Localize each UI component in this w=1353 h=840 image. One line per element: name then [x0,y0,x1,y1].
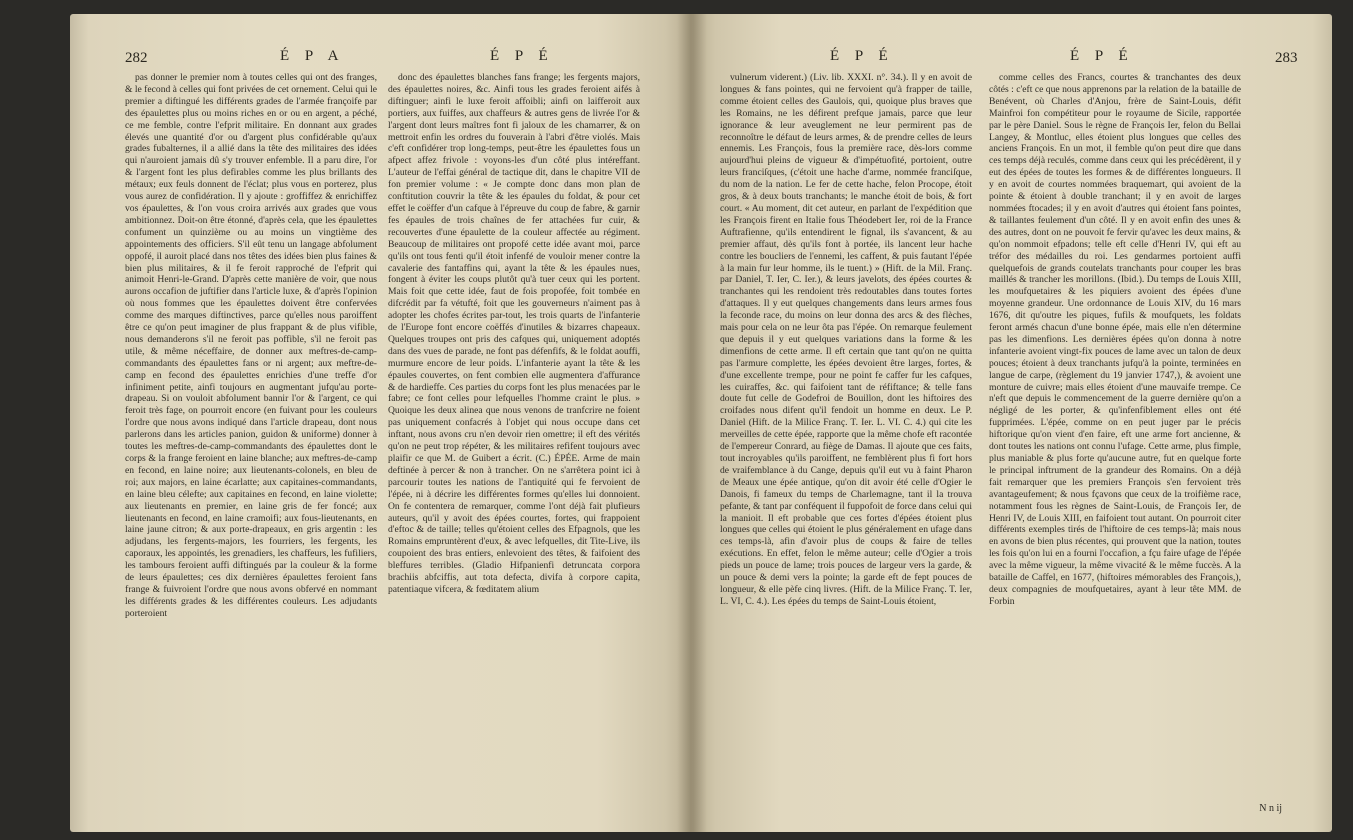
right-column-2-text: comme celles des Francs, courtes & tranchantes des deux côtés : c'eft ce que nous apprenons par la relation de la bataille de Benévent, où Charles d'Anjou, frère de Saint-Louis, défit Mainfroi fon compétiteur pour le royaume de Sicile, rapportée par le père Daniel. Sous le règne de François Ier, felon du Bellai Langey, & Montluc, elles étoient plus longues que celles des anciens François. En un mot, il femble qu'on peut dire que dans ces temps déjà reculés, comme dans ceux qui les précédèrent, il y eut des épées de toutes les formes & de différentes longueurs. Il y en avoit de courtes nommées braquemart, qui avoient de la pointe & étoient à double tranchant; il y en avoit de larges nommées ftocades; il y en avoit d'autres qui étoient fans pointes, & taillantes feulement d'un côté. Il y en avoit enfin des unes & des autres, dont on ne pouvoit fe fervir qu'avec les deux mains, & qu'on nommoit efpadons; telle eft celle d'Henri IV, qui eft au tréfor des médailles du roi. Les gendarmes portoient auffi quelquefois de grands coutelats tranchants pour couper les bras maillés & trancher les morillons. (Ibid.). Du temps de Louis XIII, les moufquetaires & les piquiers avoient des épées d'une moyenne grandeur. Une ordonnance de Louis XIV, du 16 mars 1676, dit qu'outre les piques, fufils & moufquets, les foldats feront armés chacun d'une bonne épée, mais elle n'en détermine pas les dimenfions. Les dernières épées qu'on donna à notre infanterie avoient vingt-fix pouces de lame avec un talon de deux pouces; étoient à deux tranchants jufqu'à la pointe, terminées en langue de carpe, (règlement du 19 janvier 1747,), & avoient une monture de cuivre; mais elles étoient d'une mauvaife trempe. Ce n'eft que depuis le commencement de la guerre dernière qu'on a négligé de les porter, & qu'infenfiblement elles ont été fupprimées. L'épée, comme on en peut juger par le précis hiftorique qu'on vient d'en faire, eft une arme fort ancienne, & dont toutes les nations ont connu l'ufage. Cette arme, plus fimple, plus maniable & plus forte qu'aucune autre, fut en quelque forte le principal inftrument de la grandeur des Romains. On a déjà fait remarquer que les premiers François s'en fervoient très avantageufement; & nous fçavons que ceux de la troifième race, notamment fous les règnes de Saint-Louis, de François Ier, de Henri IV, de Louis XIII, en faifoient tout autant. On pourroit citer différents exemples tirés de l'hiftoire de ces temps-là; mais nous en avons de bien plus récentes, qui prouvent que la nation, toutes les fois qu'on lui en a fourni l'occafion, a fçu faire ufage de l'épée avec la même vigueur, la même vivacité & le même fuccès. A la bataille de Caffel, en 1677, (hiftoires mémorables des François,), deux compagnies de moufquetaires, ayant à leur tête MM. de Forbin [989,72,1241,607]
right-column-1-text: vulnerum viderent.) (Liv. lib. XXXI. n°. 34.). Il y en avoit de longues & fans pointes, qui ne fervoient qu'à frapper de taille, comme étoient celles des Gaulois, qui, quoique plus braves que les Romains, ne les défirent prefque jamais, parce que leur ignorance & leur aveuglement ne leur permirent pas de reconnoître le défaut de leurs armes, & de prendre celles de leurs ennemis. Les François, fous la première race, dès-lors comme aujourd'hui pleins de vigueur & d'impétuofité, portoient, outre leurs franciſques, (c'étoit une hache d'arme, nommée franciſque, du nom de la nation. Le fer de cette hache, felon Procope, étoit gros, & à deux bouts tranchants; le manche étoit de bois, & fort court. « Au moment, dit cet auteur, en parlant de l'expédition que les François firent en Italie fous Théodebert Ier, roi de la France Auftrafienne, qu'ils entendirent le fignal, ils s'avancent, & au premier affaut, dès qu'ils font à portée, ils lancent leur hache contre les boucliers de l'ennemi, les caffent, & puis fautant l'épée à la main fur leur homme, ils le tuent.) » (Hift. de la Mil. Franç. par Daniel, T. Ier, C. Ier.), & leurs javelots, des épées courtes & tranchantes qui les rendoient très redoutables dans toutes fortes d'attaques. Il y eut quelques changements dans leurs armes fous la feconde race, du moins on leur donna des arcs & des flèches, mais pour cela on ne leur ôta pas l'épée. On remarque feulement que depuis il y eut quelques variations dans la forme & les dimenfions de cette arme. Il eft certain que tant qu'on ne quitta pas l'armure complette, les épées devoient être larges, fortes, & d'une excellente trempe, pour ne point fe caffer fur les cafques, les cuiraffes, &c. qui faifoient tant de réfiftance; & telle fans doute fut celle de Godefroi de Bouillon, dont les hiftoires des croifades nous difent qu'il fendoit un homme en deux. Le P. Daniel (Hift. de la Milice Franç. T. Ier. L. VI. C. 4.) qui cite les merveilles de cette épée, rapporte que la même chofe eft racontée de l'empereur Conrard, au fiège de Damas. Il ajoute que ces faits, tout incroyables qu'ils paroiffent, ne femblèrent plus fi fort hors de vraifemblance à du Cange, depuis qu'il eut vu à faint Pharon de Meaux une épée antique, qu'on dit avoir été celle d'Ogier le Danois, fi fameux du temps de Charlemagne, tant il la trouva pefante, & tant par conféquent il fuppofoit de force dans celui qui la manioit. Il eft probable que ces fortes d'épées étoient plus longues que celles qui étoient le plus généralement en ufage dans ces temps-là, afin d'avoir plus de coups & faire de telles exécutions. En effet, felon le même auteur; celle d'Ogier a trois pieds un pouce de lame; trois pouces de largeur vers la garde, & un pouce & demi vers la pointe; la garde eft de fept pouces de longueur, & elle pèfe cinq livres. (Hift. de la Milice Franç. T. Ier, L. VI, C. 4.). Les épées du temps de Saint-Louis étoient, [720,72,972,607]
left-column-2-text: donc des épaulettes blanches fans frange; les fergents majors, des épaulettes noires, &c. Ainfi tous les grades feroient aifés à diftinguer; ainfi le luxe feroit affoibli; ainfi on laifferoit aux portiers, aux fuiffes, aux chaffeurs & autres gens de livrée l'or & l'argent dont leurs maîtres font fi jaloux de les chamarrer, & on mettroit enfin les ordres du fouverain à l'abri d'être violés. Mais c'eft confidérer trop long-temps, peut-être les épaulettes fous un afpect affez frivole : voyons-les d'un côté plus intéreffant. L'auteur de l'effai général de tactique dit, dans le chapitre VII de fon premier volume : « Je compte donc dans mon plan de conftitution couvrir la tête & les épaules du foldat, & pour cet effet le coëffer d'un cafque à l'épreuve du coup de fabre, & garnir fes épaules de trois chaînes de fer attachées fur cuir, & recouvertes d'une épaulette de la couleur affectée au régiment. Beaucoup de militaires ont propofé cette idée avant moi, parce qu'ils ont tous fenti qu'il étoit infenfé de vouloir mener contre la cavalerie des fantaffins qui, ayant la tête & les épaules nues, fongent à éviter les coups plutôt qu'à tuer ceux qui les portent. Mais foit que cette idée, faut de fois propofée, foit tombée en difcrédit par fa vétufté, foit que les gouverneurs n'aiment pas à adopter les chofes écrites par-tout, les trois quarts de l'infanterie de l'Europe font encore coëffés d'inutiles & bizarres chapeaux. Quelques troupes ont pris des cafques qui, uniquement adoptés dans des vues de parade, ne font pas défenfifs, & le foldat aouffi, murmure encore de leur poids. L'infanterie ayant la tête & les épaules couvertes, on fent combien elle augmentera d'affurance & de hardieffe. Ces parties du corps font les plus menacées par le fabre; ce font celles pour lefquelles l'homme craint le plus. » Quoique les deux alinea que nous venons de tranfcrire ne foient pas uniquement confacrés à l'objet qui nous occupe dans cet inftant, nous avons cru n'en devoir rien omettre; il eft des vérités qu'on ne peut trop répéter, & les militaires refifent toujours avec plaifir ce que M. de Guibert a écrit. (C.) ÉPÉE. Arme de main deftinée à percer & non à trancher. On ne s'arrêtera point ici à parcourir toutes les nations de l'antiquité qui fe fervoient de l'épée, ni à décrire les différentes formes qu'elles lui donnoient. On fe contentera de remarquer, comme l'ont déjà fait plufieurs auteurs, qu'il y avoit des épées courtes, fortes, qui frappoient d'eftoc & de taille; telles qu'étoient celles des Efpagnols, que les Romains empruntèrent d'eux, & avec lefquelles, dit Tite-Live, ils coupoient des bras entiers, enlevoient des têtes, & faifoient des bleffures terribles. (Gladio Hifpanienfi detruncata corpora brachiis abfciffis, aut tota defecta, divifa à corpore capita, patentiaque vifcera, & fœditatem alium [388,72,640,595]
right-column-2 [989,72,1241,762]
page-number-left: 282 [125,50,148,66]
right-page [690,14,1332,832]
running-head-right-b: É P É [1070,48,1134,64]
page-number-right: 283 [1275,50,1298,66]
running-head-right-a: É P É [830,48,894,64]
left-page [70,14,690,832]
running-head-left-b: É P É [490,48,554,64]
left-column-1 [125,72,377,762]
signature-mark: N n ij [1259,803,1282,814]
left-column-2 [388,72,640,762]
left-column-1-text: pas donner le premier nom à toutes celles qui ont des franges, & le fecond à celles qui font privées de cet ornement. Celui qui le premier a diftingué les différents grades de l'armée françoife par des épaulettes plus ou moins riches en or ou en argent, a péché, ce me femble, contre l'efprit militaire. En donnant aux grades élevés une quantité d'or ou d'argent plus confidérable qu'aux grades fubalternes, il a allié dans la tête des militaires des idées qui n'auroient jamais dû s'y trouver enfemble. Il a paru dire, l'or & l'argent font les plus defirables comme les plus brillants des métaux; eux feuls donnent de l'éclat; plus vous en porterez, plus vous aurez de confidération. Il y ajoute : groffiffez & enrichiffez vos épaulettes, & l'on vous croira arrivés aux grades que vous ambitionnez. Doit-on être étonné, d'après cela, que les épaulettes confument un quinzième ou au moins un vingtième des appointements des officiers. S'il eût tenu un langage abfolument oppofé, il auroit placé dans nos têtes des idées bien plus faines & bien plus militaires, & il fe feroit rapproché de l'efprit qui animoit Henri-le-Grand. D'après cette manière de voir, que nous aurons occafion de juftifier dans l'article luxe, & d'après l'opinion où nous fommes que les épaulettes doivent être confervées comme des marques diftinctives, parce qu'elles nous paroiffent être ce qu'on peut imaginer de plus frappant & de plus vifible, nous demanderons s'il ne feroit pas poffible, s'il ne feroit pas utile, & même néceffaire, de donner aux meftres-de-camp-commandants des épaulettes fans or ni argent; aux meftre-de-camp en fecond des épaulettes enrichies d'une treffe d'or infiniment petite, ainfi toujours en augmentant jufqu'au porte-drapeau. Si on vouloit abfolument bannir l'or & l'argent, ce qui feroit très fage, on pourroit encore (en fuivant pour les couleurs l'ordre que nous avons indiqué dans l'article drapeau, dont nous parlerons dans les articles panion, guidon & uniforme) donner à toutes les meftres-de-camp-commandants des épaulettes dont le corps & la frange feroient en laine blanche; aux meftres-de-camp en fecond, en laine noire; aux lieutenants-colonels, en bleu de roi; aux majors, en laine écarlatte; aux capitaines-commandants, en laine bleu célefte; aux capitaines en fecond, en laine violette; aux lieutenants en premier, en laine gris de fer foncé; aux lieutenants en fecond, en laine cramoifi; aux fous-lieutenants, en laine jaune citron; & aux porte-drapeaux, en gris argentin : les adjudans, les fergents-majors, les fourriers, les fergents, les caporaux, les appointés, les grenadiers, les chaffeurs, les fufiliers, les tambours feroient auffi diftingués par la couleur & la forme de leurs épaulettes; ces dix dernières épaulettes feroient fans frange & fuivroient l'ordre que nous avons obfervé en nommant les différents grades & les différentes couleurs. Les adjudants porteroient [125,72,377,619]
running-head-left-a: É P A [280,48,345,64]
open-book [70,14,1332,832]
right-column-1 [720,72,972,762]
